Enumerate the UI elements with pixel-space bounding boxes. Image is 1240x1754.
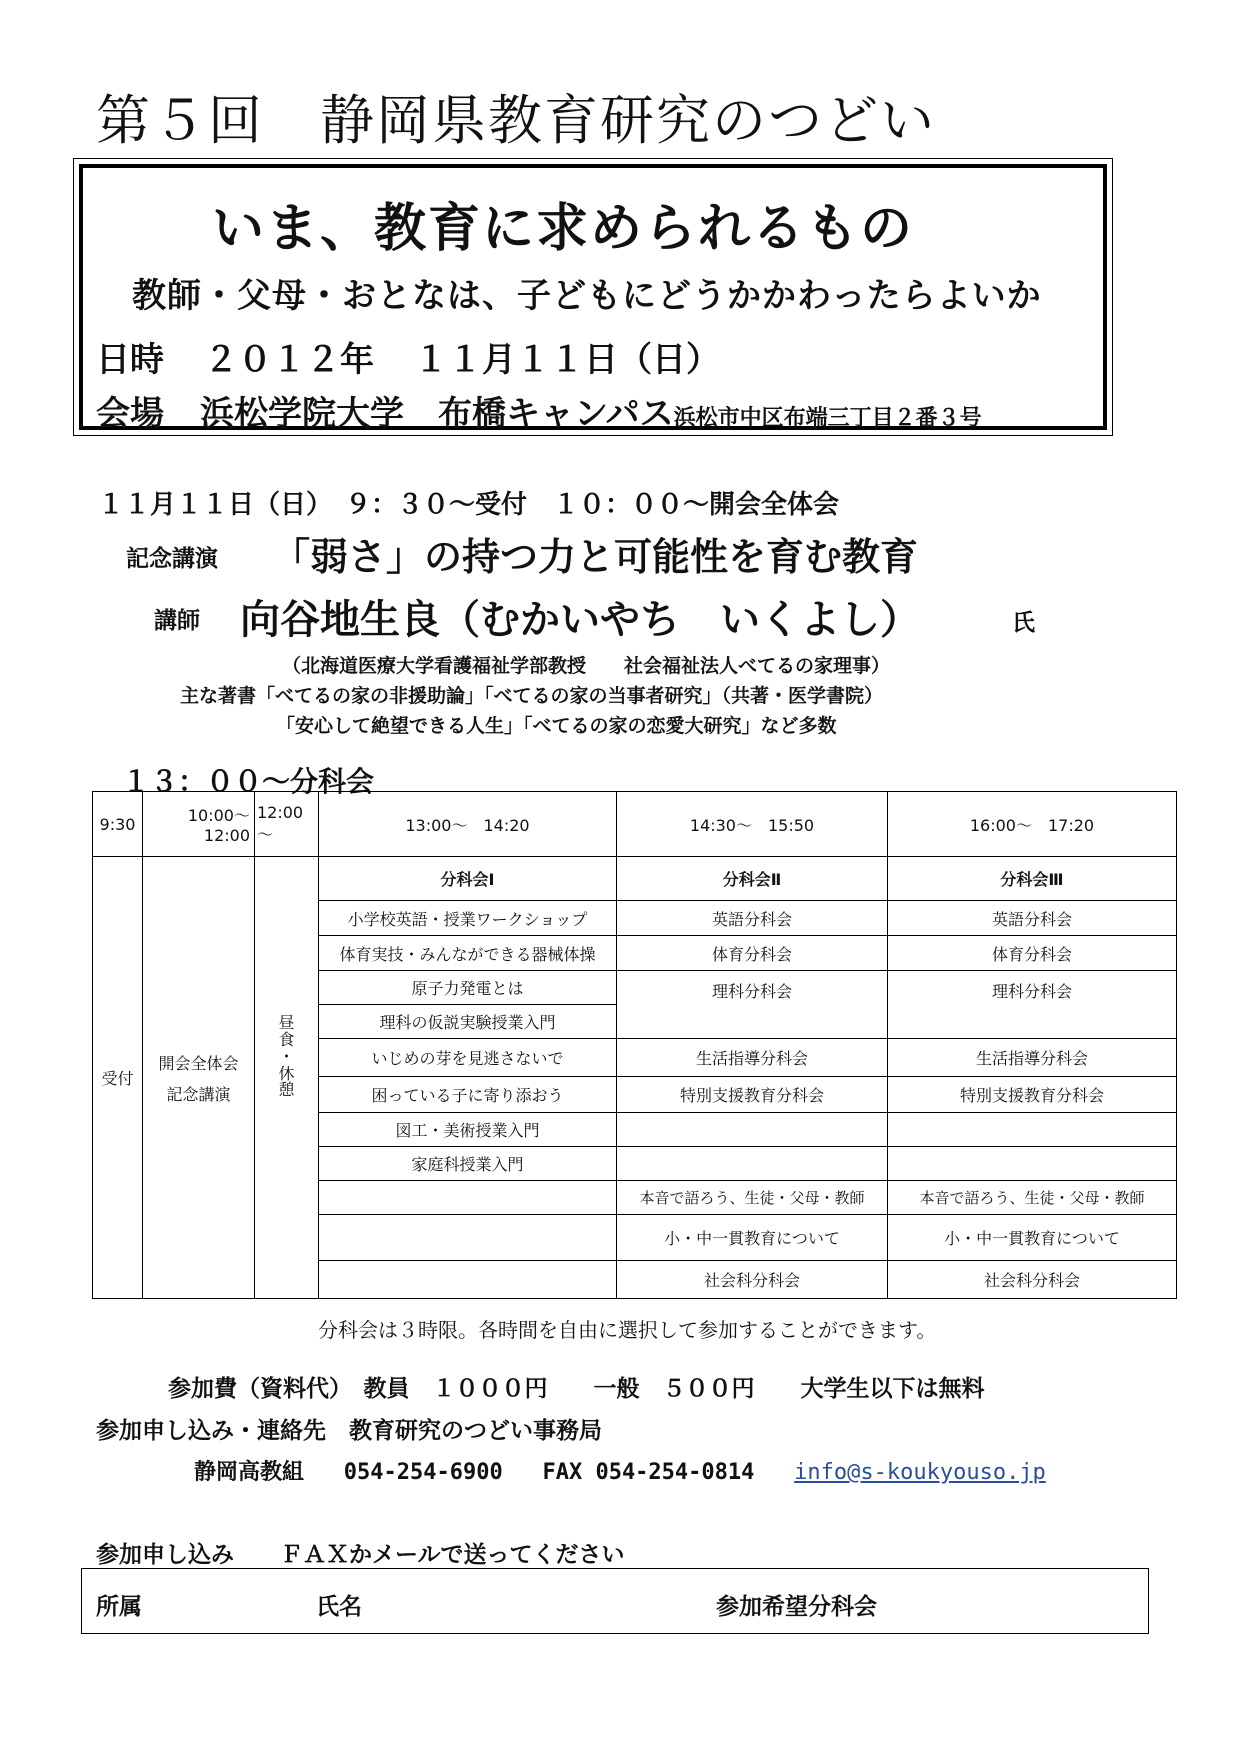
lecturer-name: 向谷地生良（むかいやち いくよし） bbox=[240, 597, 920, 643]
lecture-title: 「弱さ」の持つ力と可能性を育む教育 bbox=[272, 535, 919, 579]
schedule-table bbox=[92, 791, 1177, 1299]
session-note: 分科会は３時限。各時間を自由に選択して参加することができます。 bbox=[318, 1318, 937, 1342]
table-cell bbox=[617, 1147, 888, 1181]
period-2-time: 14:30～ 15:50 bbox=[617, 792, 888, 857]
contact-email-link[interactable]: info@s-koukyouso.jp bbox=[794, 1460, 1046, 1485]
time-930: 9:30 bbox=[93, 792, 143, 857]
table-cell: いじめの芽を見逃さないで bbox=[319, 1039, 617, 1077]
table-row bbox=[93, 857, 1177, 901]
time-1000-start: 10:00～ bbox=[187, 806, 250, 825]
table-cell: 理科分科会 bbox=[888, 971, 1177, 1039]
table-cell: 図工・美術授業入門 bbox=[319, 1113, 617, 1147]
session-3-head: 分科会Ⅲ bbox=[888, 857, 1177, 901]
table-cell: 特別支援教育分科会 bbox=[617, 1077, 888, 1113]
table-cell: 生活指導分科会 bbox=[617, 1039, 888, 1077]
time-1200-start: 12:00 bbox=[257, 803, 304, 822]
contact-line bbox=[194, 1455, 1046, 1486]
date-label: 日時 bbox=[96, 340, 164, 380]
table-cell bbox=[617, 1113, 888, 1147]
lecturer-suffix: 氏 bbox=[1012, 610, 1035, 636]
opening-text: 開会全体会 bbox=[158, 1053, 239, 1073]
table-cell: 理科分科会 bbox=[617, 971, 888, 1039]
table-cell: 生活指導分科会 bbox=[888, 1039, 1177, 1077]
form-preferred-session-label: 参加希望分科会 bbox=[716, 1594, 877, 1620]
session-1-head: 分科会Ⅰ bbox=[319, 857, 617, 901]
table-cell: 理科の仮説実験授業入門 bbox=[319, 1005, 617, 1039]
table-cell: 家庭科授業入門 bbox=[319, 1147, 617, 1181]
page-title: 第５回 静岡県教育研究のつどい bbox=[96, 89, 936, 152]
table-cell: 原子力発電とは bbox=[319, 971, 617, 1005]
lunch-cell bbox=[255, 857, 319, 1299]
table-cell: 特別支援教育分科会 bbox=[888, 1077, 1177, 1113]
time-1000 bbox=[143, 792, 255, 857]
lecture-label: 記念講演 bbox=[126, 546, 218, 572]
lecture-text: 記念講演 bbox=[166, 1084, 231, 1104]
date-line bbox=[96, 332, 720, 381]
table-cell: 英語分科会 bbox=[888, 901, 1177, 936]
table-cell: 体育分科会 bbox=[617, 936, 888, 971]
table-cell bbox=[319, 1261, 617, 1299]
contact-heading: 参加申し込み・連絡先 教育研究のつどい事務局 bbox=[96, 1418, 602, 1444]
venue-address: 浜松市中区布端三丁目２番３号 bbox=[673, 406, 982, 431]
section-heading: １３：００～分科会 bbox=[122, 765, 375, 798]
session-2-head: 分科会Ⅱ bbox=[617, 857, 888, 901]
time-1200 bbox=[255, 792, 319, 857]
schedule-line: １１月１１日（日） ９：３０～受付 １０：００～開会全体会 bbox=[98, 490, 840, 520]
venue-name: 浜松学院大学 布橋キャンパス bbox=[200, 394, 674, 434]
contact-fax: FAX 054-254-0814 bbox=[542, 1460, 755, 1485]
table-cell: 本音で語ろう、生徒・父母・教師 bbox=[617, 1181, 888, 1215]
table-cell bbox=[319, 1215, 617, 1261]
opening-cell bbox=[143, 857, 255, 1299]
table-cell bbox=[888, 1113, 1177, 1147]
lunch-text: 昼 食 ・ 休 憩 bbox=[278, 1013, 295, 1100]
subheadline: 教師・父母・おとなは、子どもにどうかかわったらよいか bbox=[132, 276, 1042, 316]
period-3-time: 16:00～ 17:20 bbox=[888, 792, 1177, 857]
lecturer-affiliation: （北海道医療大学看護福祉学部教授 社会福祉法人べてるの家理事） bbox=[282, 655, 891, 677]
venue-line bbox=[96, 386, 982, 435]
date-day: １１月１１日（日） bbox=[414, 340, 720, 380]
table-cell: 体育実技・みんなができる器械体操 bbox=[319, 936, 617, 971]
table-cell: 本音で語ろう、生徒・父母・教師 bbox=[888, 1181, 1177, 1215]
time-1000-end: 12:00 bbox=[203, 826, 250, 845]
table-cell: 体育分科会 bbox=[888, 936, 1177, 971]
table-cell bbox=[319, 1181, 617, 1215]
table-cell: 社会科分科会 bbox=[888, 1261, 1177, 1299]
time-1200-end: ～ bbox=[257, 825, 274, 844]
table-cell: 小・中一貫教育について bbox=[888, 1215, 1177, 1261]
table-cell: 小学校英語・授業ワークショップ bbox=[319, 901, 617, 936]
apply-heading: 参加申し込み ＦＡＸかメールで送ってください bbox=[96, 1542, 625, 1568]
table-cell: 困っている子に寄り添おう bbox=[319, 1077, 617, 1113]
headline: いま、教育に求められるもの bbox=[212, 199, 915, 259]
lecturer-books-1: 主な著書「べてるの家の非援助論」「べてるの家の当事者研究」（共著・医学書院） bbox=[180, 685, 884, 707]
table-header-row bbox=[93, 792, 1177, 857]
date-year: ２０１２年 bbox=[204, 340, 374, 380]
period-1-time: 13:00～ 14:20 bbox=[319, 792, 617, 857]
application-form-box bbox=[81, 1568, 1149, 1634]
fee-line: 参加費（資料代） 教員 １０００円 一般 ５００円 大学生以下は無料 bbox=[168, 1376, 985, 1402]
venue-label: 会場 bbox=[96, 394, 164, 434]
table-cell: 小・中一貫教育について bbox=[617, 1215, 888, 1261]
form-affiliation-label: 所属 bbox=[96, 1594, 142, 1620]
contact-org: 静岡高教組 bbox=[194, 1460, 305, 1485]
table-cell: 英語分科会 bbox=[617, 901, 888, 936]
lecturer-label: 講師 bbox=[154, 608, 200, 634]
reception-cell: 受付 bbox=[93, 857, 143, 1299]
contact-tel: 054-254-6900 bbox=[343, 1460, 503, 1485]
table-cell: 社会科分科会 bbox=[617, 1261, 888, 1299]
lecturer-books-2: 「安心して絶望できる人生」「べてるの家の恋愛大研究」など多数 bbox=[276, 715, 837, 737]
form-name-label: 氏名 bbox=[316, 1594, 362, 1620]
table-cell bbox=[888, 1147, 1177, 1181]
